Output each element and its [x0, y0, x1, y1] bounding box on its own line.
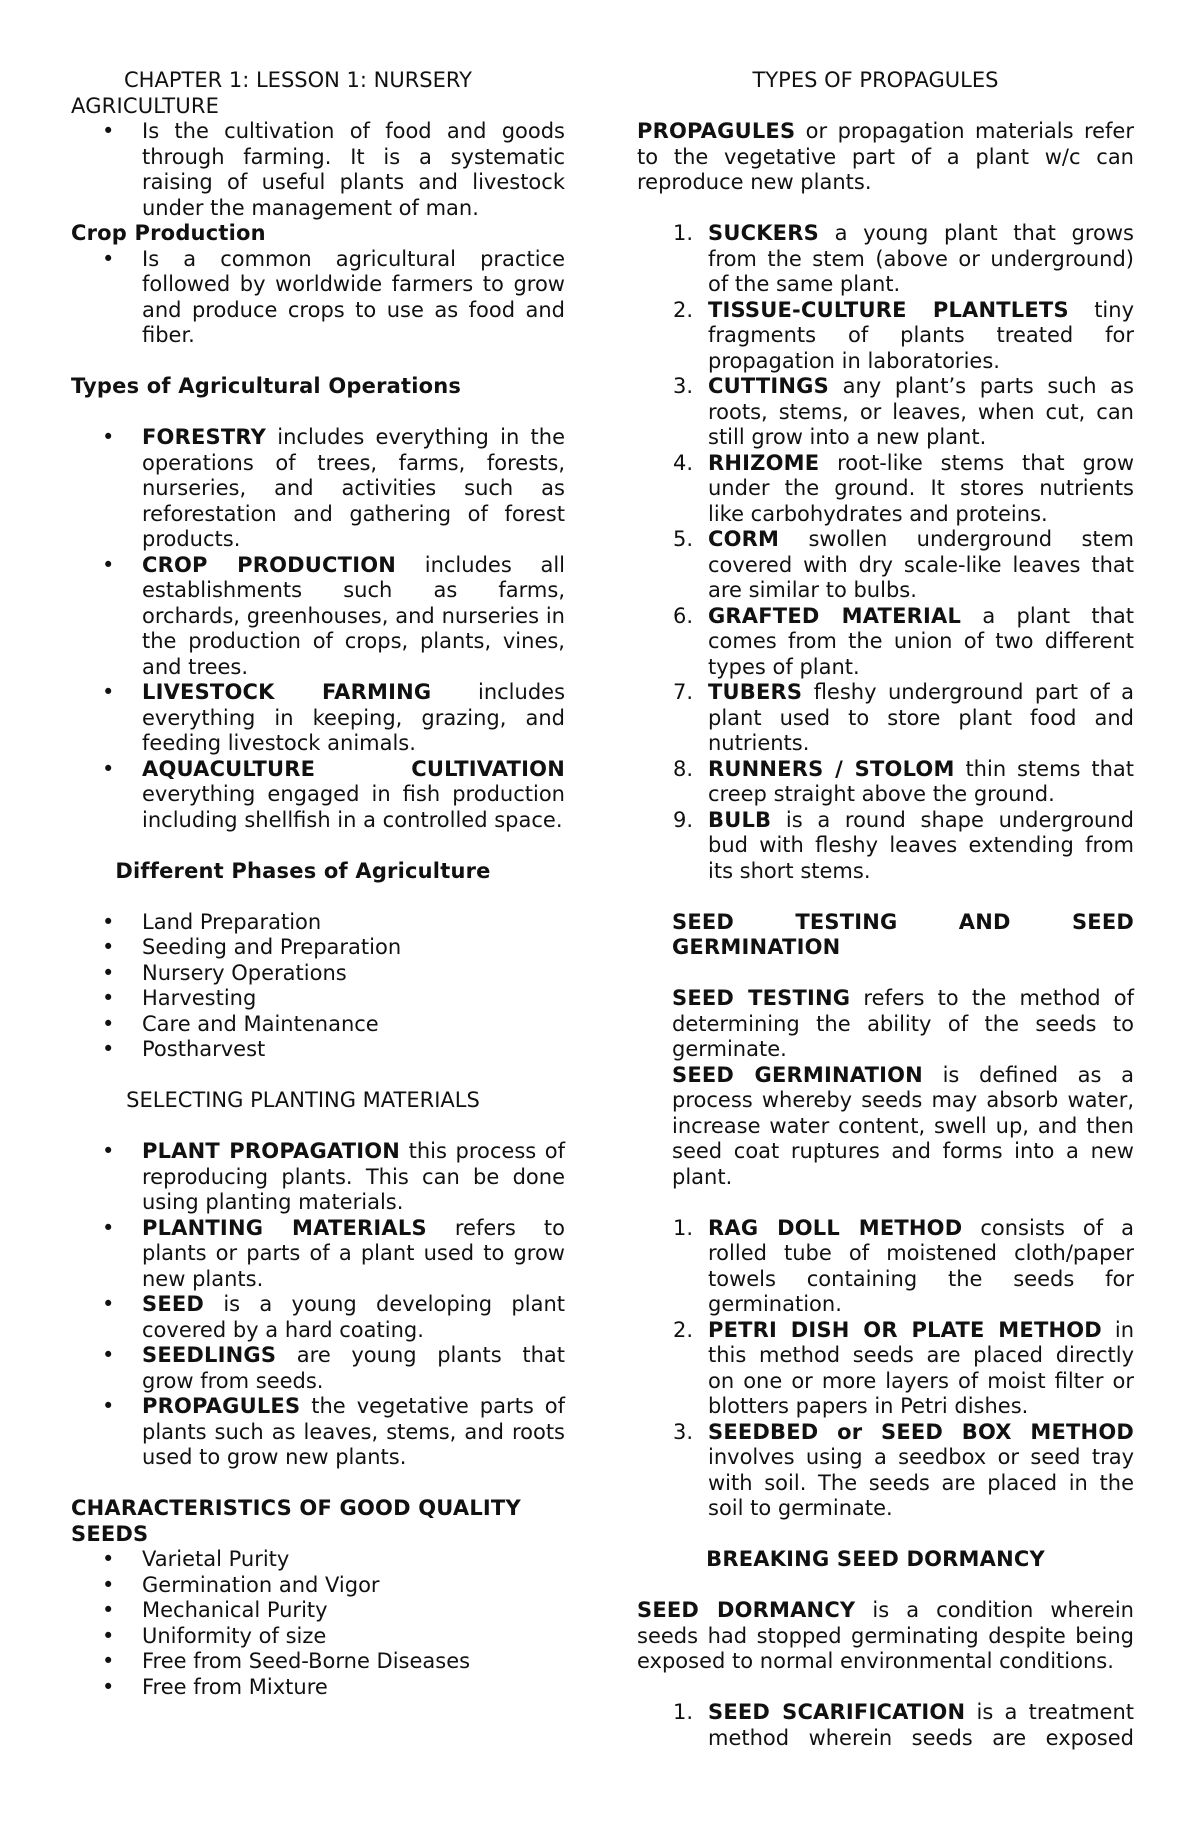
term: TISSUE-CULTURE PLANTLETS	[708, 297, 1069, 322]
list-item: • Harvesting	[71, 986, 565, 1012]
dormancy-list	[637, 1700, 1134, 1751]
list-item: 1. SEED SCARIFICATION is a treatment method wherein seeds are exposed	[673, 1700, 1134, 1750]
left-column	[71, 68, 565, 1700]
term: PROPAGULES	[637, 119, 796, 143]
term: RAG DOLL METHOD	[708, 1215, 963, 1240]
term: PLANTING MATERIALS	[142, 1215, 427, 1240]
right-column	[637, 68, 1134, 1751]
list-item: • SEEDLINGS are young plants that grow from seeds.	[71, 1343, 565, 1394]
term: CROP PRODUCTION	[142, 552, 397, 577]
list-item: 2. TISSUE-CULTURE PLANTLETS tiny fragments of plants treated for propagation in laboratories.	[673, 297, 1135, 373]
list-item: • PLANT PROPAGATION this process of reproducing plants. This can be done using planting materials.	[71, 1139, 565, 1216]
term: PETRI DISH OR PLATE METHOD	[708, 1317, 1102, 1342]
list-item: 5. CORM swollen underground stem covered with dry scale-like leaves that are similar to bulbs.	[673, 527, 1134, 602]
propagules-list	[637, 221, 1134, 884]
list-item: • Free from Mixture	[71, 1675, 565, 1701]
term: SEED DORMANCY	[637, 1598, 856, 1622]
term: SEED GERMINATION	[672, 1062, 923, 1087]
list-item: 3. SEEDBED or SEED BOX METHOD involves using a seedbox or seed tray with soil. The seeds are placed in the soil to germinate.	[673, 1419, 1134, 1520]
list-item: • Nursery Operations	[71, 961, 565, 987]
list-item: • Varietal Purity	[71, 1547, 565, 1573]
list-item: • Care and Maintenance	[71, 1012, 565, 1038]
list-item: • Land Preparation	[71, 910, 565, 936]
term: CUTTINGS	[708, 374, 829, 398]
list-item: • AQUACULTURE CULTIVATION everything engaged in fish production including shellfish in a controlled space.	[71, 757, 565, 834]
term: AQUACULTURE CULTIVATION	[142, 756, 565, 781]
term: TUBERS	[708, 680, 803, 704]
seed-testing-heading: SEED TESTING AND SEED GERMINATION	[672, 909, 1134, 959]
propagules-intro: PROPAGULES or propagation materials refer to the vegetative part of a plant w/c can reproduce new plants.	[637, 119, 1134, 194]
list-item: • SEED is a young developing plant covered by a hard coating.	[71, 1292, 565, 1343]
term: FORESTRY	[142, 425, 266, 449]
list-item: 9. BULB is a round shape underground bud with fleshy leaves extending from its short stems.	[673, 807, 1134, 883]
list-item: • Free from Seed-Borne Diseases	[71, 1649, 565, 1675]
list-item: 3. CUTTINGS any plant’s parts such as roots, stems, or leaves, when cut, can still grow into a new plant.	[673, 374, 1134, 449]
operations-list	[71, 425, 565, 833]
list-item: • Germination and Vigor	[71, 1573, 565, 1599]
list-item: 2. PETRI DISH OR PLATE METHOD in this method seeds are placed directly on one or more layers of moist filter or blotters papers in Petri dishes.	[673, 1317, 1135, 1418]
list-item: 6. GRAFTED MATERIAL a plant that comes from the union of two different types of plant.	[673, 603, 1134, 679]
propagules-title: TYPES OF PROPAGULES	[752, 68, 999, 92]
list-item: • Mechanical Purity	[71, 1598, 565, 1624]
list-item: • Postharvest	[71, 1037, 565, 1063]
planting-materials-heading: SELECTING PLANTING MATERIALS	[126, 1088, 480, 1112]
list-item: 7. TUBERS fleshy underground part of a plant used to store plant food and nutrients.	[673, 680, 1134, 755]
term: SUCKERS	[708, 221, 819, 245]
list-item: • FORESTRY includes everything in the operations of trees, farms, forests, nurseries, and activities such as reforestation and gathering of forest products.	[71, 425, 565, 553]
phases-list	[71, 910, 565, 1063]
term: SEED SCARIFICATION	[708, 1700, 966, 1724]
good-seeds-heading: CHARACTERISTICS OF GOOD QUALITY SEEDS	[71, 1496, 521, 1546]
term: SEED TESTING	[672, 986, 851, 1010]
term: CORM	[708, 527, 780, 551]
term: BULB	[708, 807, 772, 832]
crop-production-heading: Crop Production	[71, 221, 266, 245]
list-item: 8. RUNNERS / STOLOM thin stems that creep straight above the ground.	[673, 756, 1134, 806]
planting-materials-list	[71, 1139, 565, 1471]
list-item: • PROPAGULES the vegetative parts of plants such as leaves, stems, and roots used to grow new plants.	[71, 1394, 565, 1471]
list-item: • Uniformity of size	[71, 1624, 565, 1650]
good-seeds-list	[71, 1547, 565, 1700]
list-item: 1. SUCKERS a young plant that grows from the stem (above or underground) of the same plant.	[673, 221, 1134, 296]
list-item: • Is a common agricultural practice followed by worldwide farmers to grow and produce crops to use as food and fiber.	[71, 247, 565, 349]
term: PROPAGULES	[142, 1394, 301, 1418]
seed-testing-paragraph: SEED TESTING refers to the method of determining the ability of the seeds to germinate.	[672, 986, 1134, 1061]
term: SEED	[142, 1292, 205, 1316]
term: RHIZOME	[708, 450, 820, 475]
phases-heading: Different Phases of Agriculture	[115, 858, 491, 883]
list-item: 4. RHIZOME root-like stems that grow under the ground. It stores nutrients like carbohydrates and proteins.	[673, 450, 1134, 526]
term: LIVESTOCK FARMING	[142, 680, 432, 704]
chapter-title: CHAPTER 1: LESSON 1: NURSERY	[124, 68, 472, 92]
list-item: • PLANTING MATERIALS refers to plants or parts of a plant used to grow new plants.	[71, 1216, 565, 1293]
crop-production-list	[71, 247, 565, 349]
agriculture-heading: AGRICULTURE	[71, 93, 220, 118]
term: SEEDLINGS	[142, 1343, 277, 1367]
term: GRAFTED MATERIAL	[708, 603, 962, 628]
germination-methods-list	[637, 1216, 1134, 1522]
dormancy-heading: BREAKING SEED DORMANCY	[706, 1547, 1045, 1571]
seed-germination-paragraph: SEED GERMINATION is defined as a process whereby seeds may absorb water, increase water content, swell up, and then seed coat ruptures and forms into a new plant.	[672, 1062, 1134, 1189]
list-item: • Is the cultivation of food and goods through farming. It is a systematic raising of useful plants and livestock under the management of man.	[71, 119, 565, 221]
dormancy-paragraph: SEED DORMANCY is a condition wherein seeds had stopped germinating despite being exposed to normal environmental conditions.	[637, 1598, 1134, 1673]
list-item: 1. RAG DOLL METHOD consists of a rolled tube of moistened cloth/paper towels containing the seeds for germination.	[673, 1215, 1134, 1316]
operations-heading: Types of Agricultural Operations	[71, 374, 462, 398]
term: RUNNERS / STOLOM	[708, 756, 955, 781]
term: SEEDBED or SEED BOX METHOD	[708, 1419, 1134, 1444]
agriculture-list	[71, 119, 565, 221]
list-item: • Seeding and Preparation	[71, 935, 565, 961]
list-item: • LIVESTOCK FARMING includes everything in keeping, grazing, and feeding livestock animals.	[71, 680, 565, 757]
list-item: • CROP PRODUCTION includes all establishments such as farms, orchards, greenhouses, and nurseries in the production of crops, plants, vines, and trees.	[71, 553, 565, 681]
term: PLANT PROPAGATION	[142, 1139, 401, 1163]
